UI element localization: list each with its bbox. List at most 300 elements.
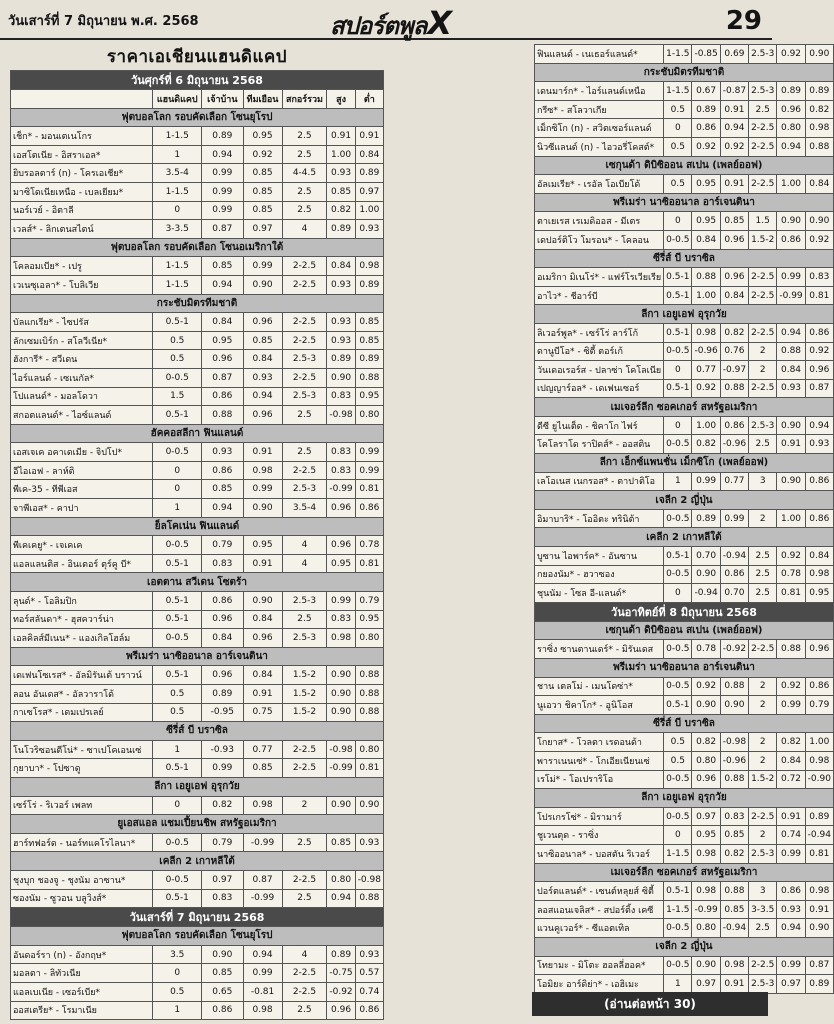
match-teams: ชุงบุก ชองจู - ชุงนัม อาซาน*	[11, 870, 153, 889]
total-goals-line: 2.5	[749, 919, 777, 938]
total-goals-line: 2.5-3	[749, 975, 777, 994]
match-row	[11, 945, 384, 964]
match-teams: ฮังการี* - สวีเดน	[11, 350, 153, 369]
handicap-line: 1	[153, 740, 202, 759]
league-header-row	[11, 424, 384, 443]
total-goals-line: 2.5	[282, 833, 327, 852]
home-odds: 0.84	[692, 230, 720, 249]
away-odds: 0.96	[243, 313, 282, 332]
home-odds: -0.93	[202, 740, 243, 759]
away-odds: 0.88	[720, 677, 748, 696]
under-odds: 0.86	[805, 677, 833, 696]
handicap-line: 1.5	[153, 387, 202, 406]
under-odds: 0.84	[355, 145, 383, 164]
match-teams: เดปอร์ติโว โมรอน* - โคลอน	[535, 230, 664, 249]
away-odds: 0.87	[243, 870, 282, 889]
home-odds: 0.88	[692, 268, 720, 287]
match-row	[11, 1001, 384, 1020]
match-row	[535, 82, 834, 101]
home-odds: 0.94	[202, 499, 243, 518]
under-odds: 0.88	[355, 889, 383, 908]
over-odds: 0.89	[777, 82, 805, 101]
under-odds: 0.82	[805, 100, 833, 119]
handicap-line: 0-0.5	[664, 565, 692, 584]
home-odds: 0.99	[202, 759, 243, 778]
match-row	[11, 610, 384, 629]
match-teams: พีเคเคยู* - เจเคเค	[11, 536, 153, 555]
over-odds: 0.99	[777, 268, 805, 287]
total-goals-line: 2-2.5	[282, 964, 327, 983]
total-goals-line: 2-2.5	[749, 956, 777, 975]
league-heading: ยูเอสแอล แชมเปี้ยนชิพ สหรัฐอเมริกา	[11, 815, 384, 834]
match-row	[11, 387, 384, 406]
home-odds: 0.86	[202, 592, 243, 611]
away-odds: 0.85	[243, 759, 282, 778]
match-row	[11, 480, 384, 499]
total-goals-line: 2.5-3	[282, 387, 327, 406]
home-odds: 0.89	[692, 509, 720, 528]
away-odds: 0.85	[243, 182, 282, 201]
over-odds: 0.92	[777, 547, 805, 566]
over-odds: 0.90	[777, 416, 805, 435]
total-goals-line: 2.5-3	[749, 82, 777, 101]
match-row	[535, 640, 834, 659]
total-goals-line: 2-2.5	[282, 368, 327, 387]
match-teams: กาเซโรส* - เดมเปรเลย์	[11, 703, 153, 722]
under-odds: 0.90	[805, 45, 833, 64]
match-teams: โอมิยะ อาร์ดิย่า* - เอฮิเมะ	[535, 975, 664, 994]
league-heading: เซกุนด้า ดิบิซิออน สเปน (เพลย์ออฟ)	[535, 621, 834, 640]
handicap-line: 1	[664, 975, 692, 994]
page-title: ราคาเอเชียนแฮนดิแคป	[106, 47, 288, 67]
handicap-line: 0.5-1	[153, 759, 202, 778]
under-odds: 0.79	[355, 592, 383, 611]
league-header-row	[11, 573, 384, 592]
match-teams: บัลแกเรีย* - ไซปรัส	[11, 313, 153, 332]
handicap-line: 0-0.5	[664, 919, 692, 938]
under-odds: 0.91	[805, 900, 833, 919]
total-goals-line: 2	[749, 361, 777, 380]
away-odds: 0.70	[720, 584, 748, 603]
league-header-row	[11, 294, 384, 313]
over-odds: 0.91	[327, 127, 355, 146]
match-row	[535, 770, 834, 789]
home-odds: 1.00	[692, 416, 720, 435]
over-odds: 0.97	[777, 975, 805, 994]
match-teams: ทอร์สลันดา* - ฮุสควาร์น่า	[11, 610, 153, 629]
total-goals-line: 2.5	[282, 610, 327, 629]
league-heading: เซกุนด้า ดิบิซิออน สเปน (เพลย์ออฟ)	[535, 156, 834, 175]
handicap-line: 0	[664, 826, 692, 845]
under-odds: 0.90	[805, 212, 833, 231]
under-odds: 0.81	[805, 286, 833, 305]
match-teams: นูเอวา ชิคาโก* - อูนิโอส	[535, 696, 664, 715]
handicap-line: 0	[153, 964, 202, 983]
home-odds: 0.99	[202, 201, 243, 220]
handicap-line: 1	[153, 1001, 202, 1020]
under-odds: 0.88	[805, 137, 833, 156]
over-odds: 0.92	[777, 45, 805, 64]
under-odds: 0.89	[805, 975, 833, 994]
over-odds: 0.89	[327, 350, 355, 369]
home-odds: -0.85	[692, 45, 720, 64]
total-goals-line: 2.5	[749, 100, 777, 119]
under-odds: 0.88	[355, 666, 383, 685]
home-odds: 0.96	[202, 350, 243, 369]
over-odds: 0.98	[327, 629, 355, 648]
league-header-row	[535, 193, 834, 212]
match-row	[11, 592, 384, 611]
away-odds: 0.88	[720, 882, 748, 901]
under-odds: 0.88	[355, 368, 383, 387]
total-goals-line: 2.5-3	[282, 592, 327, 611]
over-odds: 0.90	[327, 666, 355, 685]
away-odds: -0.97	[720, 361, 748, 380]
match-row	[11, 536, 384, 555]
match-row	[535, 584, 834, 603]
total-goals-line: 2.5	[749, 547, 777, 566]
away-odds: 0.77	[720, 472, 748, 491]
away-odds: -0.96	[720, 435, 748, 454]
over-odds: -0.92	[327, 982, 355, 1001]
handicap-line: 0	[664, 361, 692, 380]
over-odds: 0.83	[327, 443, 355, 462]
match-teams: เซร์โร่ - ริเวอร์ เพลท	[11, 796, 153, 815]
over-odds: 0.90	[327, 685, 355, 704]
over-odds: 0.93	[327, 164, 355, 183]
match-row	[11, 127, 384, 146]
match-row	[11, 182, 384, 201]
total-goals-line: 2	[749, 509, 777, 528]
over-odds: 0.94	[777, 323, 805, 342]
under-odds: 0.80	[355, 740, 383, 759]
away-odds: 0.84	[243, 350, 282, 369]
total-goals-line: 2-2.5	[749, 640, 777, 659]
match-row	[11, 685, 384, 704]
under-odds: 0.99	[355, 443, 383, 462]
column-header: เจ้าบ้าน	[202, 90, 243, 109]
total-goals-line: 2.5	[282, 889, 327, 908]
handicap-line: 0-0.5	[664, 230, 692, 249]
handicap-line: 0-0.5	[153, 368, 202, 387]
match-teams: อัลเมเรีย* - เรอัล โอเบียโด้	[535, 175, 664, 194]
total-goals-line: 2.5	[749, 435, 777, 454]
match-teams: โปรเกรโซ่* - มิรามาร์	[535, 807, 664, 826]
home-odds: 0.87	[202, 368, 243, 387]
over-odds: 0.93	[327, 275, 355, 294]
home-odds: 0.97	[202, 870, 243, 889]
away-odds: 0.94	[243, 945, 282, 964]
home-odds: 0.82	[692, 435, 720, 454]
match-row	[11, 313, 384, 332]
away-odds: 0.94	[720, 119, 748, 138]
handicap-line: 1-1.5	[153, 182, 202, 201]
handicap-line: 0.5	[153, 685, 202, 704]
league-heading: เมเจอร์ลีก ซอคเกอร์ สหรัฐอเมริกา	[535, 863, 834, 882]
match-row	[535, 472, 834, 491]
day-heading: วันศุกร์ที่ 6 มิถุนายน 2568	[11, 71, 384, 90]
match-row	[535, 361, 834, 380]
under-odds: 0.92	[805, 342, 833, 361]
column-header: สกอร์รวม	[282, 90, 327, 109]
match-row	[11, 833, 384, 852]
column-header: ทีมเยือน	[243, 90, 282, 109]
match-teams: ดีซี ยูไนเต็ด - ชิคาโก ไฟร์	[535, 416, 664, 435]
league-heading: กระชับมิตรทีมชาติ	[11, 294, 384, 313]
away-odds: 0.96	[720, 230, 748, 249]
under-odds: 0.81	[355, 554, 383, 573]
league-header-row	[535, 491, 834, 510]
home-odds: 0.87	[202, 220, 243, 239]
total-goals-line: 1.5-2	[282, 666, 327, 685]
handicap-line: 1	[664, 472, 692, 491]
home-odds: 0.92	[692, 677, 720, 696]
match-row	[11, 666, 384, 685]
league-header-row	[535, 454, 834, 473]
match-row	[535, 100, 834, 119]
league-header-row	[11, 238, 384, 257]
handicap-line: 0-0.5	[664, 956, 692, 975]
match-teams: ไอร์แลนด์ - เซเนกัล*	[11, 368, 153, 387]
total-goals-line: 2-2.5	[282, 740, 327, 759]
league-heading: ฮัคคอสลีกา ฟินแลนด์	[11, 424, 384, 443]
total-goals-line: 2.5-3	[282, 350, 327, 369]
handicap-line: 0.5-1	[153, 610, 202, 629]
total-goals-line: 1.5-2	[282, 685, 327, 704]
under-odds: 0.93	[355, 220, 383, 239]
total-goals-line: 4	[282, 220, 327, 239]
home-odds: 0.89	[202, 127, 243, 146]
league-header-row	[535, 789, 834, 808]
over-odds: 0.93	[777, 379, 805, 398]
handicap-line: 0	[664, 212, 692, 231]
match-teams: อันดอร์รา (n) - อังกฤษ*	[11, 945, 153, 964]
handicap-line: 0.5	[664, 175, 692, 194]
league-header-row	[11, 852, 384, 871]
under-odds: 0.99	[355, 461, 383, 480]
over-odds: -0.99	[327, 480, 355, 499]
league-header-row	[11, 647, 384, 666]
match-teams: ดานูบีโอ* - ซิตี้ ตอร์เก้	[535, 342, 664, 361]
away-odds: 0.91	[720, 100, 748, 119]
handicap-line: 0-0.5	[153, 536, 202, 555]
total-goals-line: 2-2.5	[282, 461, 327, 480]
league-heading: เมเจอร์ลีก ซอคเกอร์ สหรัฐอเมริกา	[535, 398, 834, 417]
total-goals-line: 2.5-3	[749, 416, 777, 435]
under-odds: 0.91	[355, 127, 383, 146]
under-odds: 0.90	[355, 796, 383, 815]
match-teams: โคโลราโด ราปิดส์* - ออสติน	[535, 435, 664, 454]
page-header	[0, 0, 772, 40]
away-odds: 0.98	[243, 796, 282, 815]
total-goals-line: 3-3.5	[749, 900, 777, 919]
handicap-line: 0.5-1	[153, 592, 202, 611]
match-row	[11, 220, 384, 239]
under-odds: 0.86	[805, 509, 833, 528]
match-teams: เรโม่* - โอเปราริโอ	[535, 770, 664, 789]
page-number: 29	[725, 6, 762, 36]
over-odds: 0.90	[327, 796, 355, 815]
away-odds: 0.85	[243, 331, 282, 350]
handicap-line: 3.5	[153, 945, 202, 964]
league-heading: ลีกา เอยูเอฟ อุรุกวัย	[535, 305, 834, 324]
away-odds: -0.94	[720, 919, 748, 938]
home-odds: 0.86	[202, 387, 243, 406]
handicap-line: 0.5-1	[664, 547, 692, 566]
total-goals-line: 2.5	[749, 565, 777, 584]
home-odds: 0.99	[202, 182, 243, 201]
under-odds: 0.85	[355, 331, 383, 350]
league-header-row	[535, 659, 834, 678]
league-heading: พรีเมร่า นาซิออนาล อาร์เจนตินา	[11, 647, 384, 666]
home-odds: 0.97	[692, 975, 720, 994]
total-goals-line: 2.5	[282, 443, 327, 462]
total-goals-line: 2.5	[749, 584, 777, 603]
away-odds: 0.98	[720, 956, 748, 975]
home-odds: 1.00	[692, 286, 720, 305]
over-odds: 0.90	[327, 368, 355, 387]
under-odds: 0.86	[355, 1001, 383, 1020]
over-odds: 0.80	[777, 119, 805, 138]
under-odds: 0.78	[355, 536, 383, 555]
over-odds: 0.94	[777, 137, 805, 156]
handicap-line: 0.5	[664, 733, 692, 752]
handicap-line: 0.5-1	[153, 313, 202, 332]
away-odds: 0.97	[243, 220, 282, 239]
publication-logo	[330, 4, 451, 45]
away-odds: 0.86	[720, 565, 748, 584]
over-odds: -0.98	[327, 740, 355, 759]
over-odds: 1.00	[777, 509, 805, 528]
league-heading: พรีเมร่า นาซิออนาล อาร์เจนตินา	[535, 193, 834, 212]
total-goals-line: 1.5-2	[749, 230, 777, 249]
home-odds: 0.85	[202, 964, 243, 983]
match-teams: ปอร์ตแลนด์* - เซนต์หลุยส์ ซิตี้	[535, 882, 664, 901]
handicap-line: 0.5-1	[664, 379, 692, 398]
handicap-line: 0-0.5	[153, 629, 202, 648]
over-odds: 1.00	[777, 175, 805, 194]
match-teams: ลักเซมเบิร์ก - สโลวีเนีย*	[11, 331, 153, 350]
match-row	[11, 257, 384, 276]
handicap-line: 0.5-1	[664, 882, 692, 901]
away-odds: 0.82	[720, 844, 748, 863]
away-odds: 0.96	[720, 268, 748, 287]
match-row	[11, 145, 384, 164]
total-goals-line: 2-2.5	[282, 759, 327, 778]
over-odds: 0.96	[327, 536, 355, 555]
handicap-line: 1	[153, 499, 202, 518]
home-odds: 0.79	[202, 833, 243, 852]
under-odds: 0.80	[355, 406, 383, 425]
away-odds: -0.96	[720, 751, 748, 770]
match-row	[11, 461, 384, 480]
match-row	[11, 964, 384, 983]
under-odds: 0.88	[355, 703, 383, 722]
over-odds: 0.96	[327, 499, 355, 518]
over-odds: 0.88	[777, 640, 805, 659]
match-teams: โทยามะ - มิโตะ ฮอลลี่ฮอค*	[535, 956, 664, 975]
away-odds: 0.88	[720, 379, 748, 398]
match-row	[535, 137, 834, 156]
under-odds: 0.80	[355, 629, 383, 648]
match-row	[535, 565, 834, 584]
under-odds: 0.86	[805, 323, 833, 342]
over-odds: 0.93	[777, 900, 805, 919]
away-odds: 0.69	[720, 45, 748, 64]
under-odds: 0.87	[805, 379, 833, 398]
league-heading: เจลีก 2 ญี่ปุ่น	[535, 491, 834, 510]
under-odds: 0.89	[805, 82, 833, 101]
home-odds: 0.84	[202, 629, 243, 648]
match-teams: กุยาบา* - โปซาดู	[11, 759, 153, 778]
match-row	[535, 807, 834, 826]
match-row	[535, 547, 834, 566]
handicap-line: 0.5-1	[153, 666, 202, 685]
over-odds: -0.75	[327, 964, 355, 983]
under-odds: 0.96	[805, 361, 833, 380]
total-goals-line: 3	[749, 882, 777, 901]
under-odds: 0.95	[355, 387, 383, 406]
league-heading: ย็ลโคเน่น ฟินแลนด์	[11, 517, 384, 536]
league-header-row	[11, 517, 384, 536]
total-goals-line: 2-2.5	[749, 379, 777, 398]
away-odds: 0.77	[243, 740, 282, 759]
away-odds: 0.84	[243, 610, 282, 629]
match-teams: ลุนด์* - โอลิมปิก	[11, 592, 153, 611]
total-goals-line: 1.5	[749, 212, 777, 231]
over-odds: 0.94	[777, 919, 805, 938]
match-teams: นอร์เวย์ - อิตาลี	[11, 201, 153, 220]
match-row	[11, 443, 384, 462]
day-header-row	[535, 602, 834, 621]
handicap-line: 0-0.5	[664, 509, 692, 528]
away-odds: 0.91	[720, 175, 748, 194]
over-odds: 0.91	[777, 807, 805, 826]
total-goals-line: 2	[282, 796, 327, 815]
match-teams: ชูเวนตุด - ราซิ่ง	[535, 826, 664, 845]
handicap-line: 0	[664, 416, 692, 435]
over-odds: 0.93	[327, 331, 355, 350]
away-odds: -0.98	[720, 733, 748, 752]
over-odds: 0.78	[777, 565, 805, 584]
total-goals-line: 2-2.5	[282, 257, 327, 276]
home-odds: 0.88	[202, 406, 243, 425]
league-heading: ฟุตบอลโลก รอบคัดเลือก โซนอเมริกาใต้	[11, 238, 384, 257]
total-goals-line: 4-4.5	[282, 164, 327, 183]
home-odds: 0.95	[692, 175, 720, 194]
match-teams: ฮาร์ทฟอร์ด - นอร์ทแคโรไลนา*	[11, 833, 153, 852]
match-row	[535, 882, 834, 901]
away-odds: 0.98	[243, 1001, 282, 1020]
total-goals-line: 2-2.5	[749, 175, 777, 194]
handicap-line: 1-1.5	[153, 127, 202, 146]
match-teams: แอลเบเนีย - เซอร์เบีย*	[11, 982, 153, 1001]
column-header-row	[11, 90, 384, 109]
away-odds: -0.99	[243, 833, 282, 852]
match-teams: เอลคิลส์มีเนน* - แองเกิลโฮล์ม	[11, 629, 153, 648]
over-odds: 0.80	[327, 870, 355, 889]
under-odds: 0.94	[805, 416, 833, 435]
under-odds: 0.90	[805, 919, 833, 938]
handicap-line: 0.5-1	[153, 406, 202, 425]
match-teams: ราซิ่ง ซานตานเดร์* - มิรันเดส	[535, 640, 664, 659]
over-odds: -0.99	[327, 759, 355, 778]
over-odds: 0.90	[327, 703, 355, 722]
away-odds: 0.95	[243, 536, 282, 555]
match-teams: พาราเนนเซ่* - โกเอียเนียนเซ่	[535, 751, 664, 770]
under-odds: 0.93	[355, 833, 383, 852]
match-row	[535, 175, 834, 194]
